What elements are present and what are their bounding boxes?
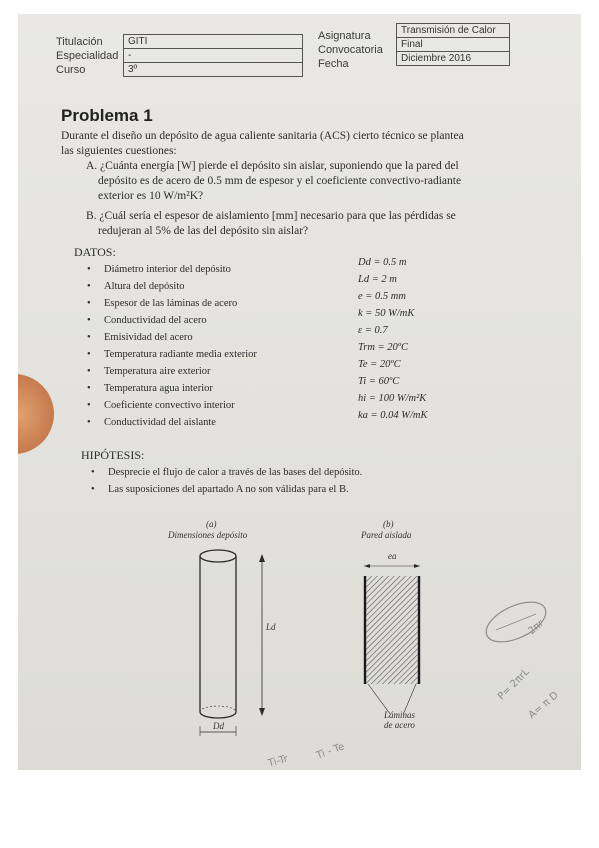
datos-heading: DATOS: bbox=[74, 245, 116, 259]
figure-a-letter: (a) bbox=[206, 519, 217, 529]
dato-value: e = 0.5 mm bbox=[358, 291, 406, 302]
intro-line-1: Durante el diseño un depósito de agua caliente sanitaria (ACS) cierto técnico se plantea bbox=[61, 130, 464, 142]
dato-value: hi = 100 W/m²K bbox=[358, 393, 427, 404]
question-b-line-1: B. ¿Cuál sería el espesor de aislamiento [mm] necesario para que las pérdidas se bbox=[86, 210, 456, 222]
dato-label: • Diámetro interior del depósito bbox=[104, 264, 231, 275]
question-a-line-2: depósito es de acero de 0.5 mm de espesor y el coeficiente convectivo-radiante bbox=[98, 175, 462, 187]
handwritten-note: Ti-Tr bbox=[266, 753, 290, 770]
intro-line-2: las siguientes cuestiones: bbox=[61, 145, 177, 157]
dato-label: • Emisividad del acero bbox=[104, 332, 193, 343]
thickness-label: ea bbox=[388, 551, 397, 561]
question-a-line-1: A. ¿Cuánta energía [W] pierde el depósito sin aislar, suponiendo que la pared del bbox=[86, 160, 459, 172]
handwritten-note: 2πr bbox=[526, 617, 547, 638]
especialidad-label: Especialidad bbox=[56, 50, 119, 62]
dato-label: • Conductividad del aislante bbox=[104, 417, 216, 428]
figure-a-caption: Dimensiones depósito bbox=[168, 530, 248, 540]
callout-line-2: de acero bbox=[384, 720, 415, 730]
photo-background bbox=[18, 14, 581, 770]
dato-value: ε = 0.7 bbox=[358, 325, 388, 336]
figure-b-letter: (b) bbox=[383, 519, 394, 529]
dato-value: k = 50 W/mK bbox=[358, 308, 415, 319]
callout-line-1: Láminas bbox=[384, 710, 416, 720]
insulated-wall-diagram bbox=[348, 554, 458, 714]
handwritten-ellipse bbox=[478, 594, 558, 654]
exam-sheet bbox=[18, 14, 581, 770]
dato-label: • Temperatura radiante media exterior bbox=[104, 349, 257, 360]
dato-label: • Espesor de las láminas de acero bbox=[104, 298, 237, 309]
asignatura-label: Asignatura bbox=[318, 30, 371, 42]
dato-value: Trm = 20ºC bbox=[358, 342, 409, 353]
dato-label: • Temperatura aire exterior bbox=[104, 366, 211, 377]
titulacion-value: GITI bbox=[123, 34, 303, 49]
curso-value: 3º bbox=[123, 62, 303, 77]
diameter-label: Dd bbox=[213, 721, 224, 731]
fecha-value: Diciembre 2016 bbox=[396, 51, 510, 66]
dato-value: ka = 0.04 W/mK bbox=[358, 410, 428, 421]
dato-value: Dd = 0.5 m bbox=[358, 257, 407, 268]
convocatoria-value: Final bbox=[396, 37, 510, 52]
dato-label: • Coeficiente convectivo interior bbox=[104, 400, 235, 411]
especialidad-value: - bbox=[123, 48, 303, 63]
dato-label: • Altura del depósito bbox=[104, 281, 184, 292]
handwritten-note: A= π D bbox=[526, 689, 561, 722]
question-a-line-3: exterior es 10 W/m²K? bbox=[98, 190, 204, 202]
dato-value: Ld = 2 m bbox=[358, 274, 397, 285]
handwritten-note: Ti - Te bbox=[314, 741, 347, 762]
handwritten-note: P= 2πrL bbox=[495, 666, 532, 703]
height-label: Ld bbox=[266, 622, 276, 632]
question-b-line-2: redujeran al 5% de las del depósito sin aislar? bbox=[98, 225, 309, 237]
figure-b-caption: Pared aislada bbox=[361, 530, 412, 540]
hipotesis-item: • Desprecie el flujo de calor a través de las bases del depósito. bbox=[108, 467, 362, 478]
dato-label: • Temperatura agua interior bbox=[104, 383, 213, 394]
hipotesis-item: • Las suposiciones del apartado A no son válidas para el B. bbox=[108, 484, 349, 495]
fecha-label: Fecha bbox=[318, 58, 349, 70]
dato-label: • Conductividad del acero bbox=[104, 315, 207, 326]
dato-value: Ti = 60ºC bbox=[358, 376, 400, 387]
hipotesis-heading: HIPÓTESIS: bbox=[81, 448, 145, 462]
problem-title: Problema 1 bbox=[61, 106, 153, 125]
cylinder-diagram bbox=[178, 534, 288, 754]
curso-label: Curso bbox=[56, 64, 86, 76]
convocatoria-label: Convocatoria bbox=[318, 44, 383, 56]
titulacion-label: Titulación bbox=[56, 36, 103, 48]
dato-value: Te = 20ºC bbox=[358, 359, 401, 370]
asignatura-value: Transmisión de Calor bbox=[396, 23, 510, 38]
